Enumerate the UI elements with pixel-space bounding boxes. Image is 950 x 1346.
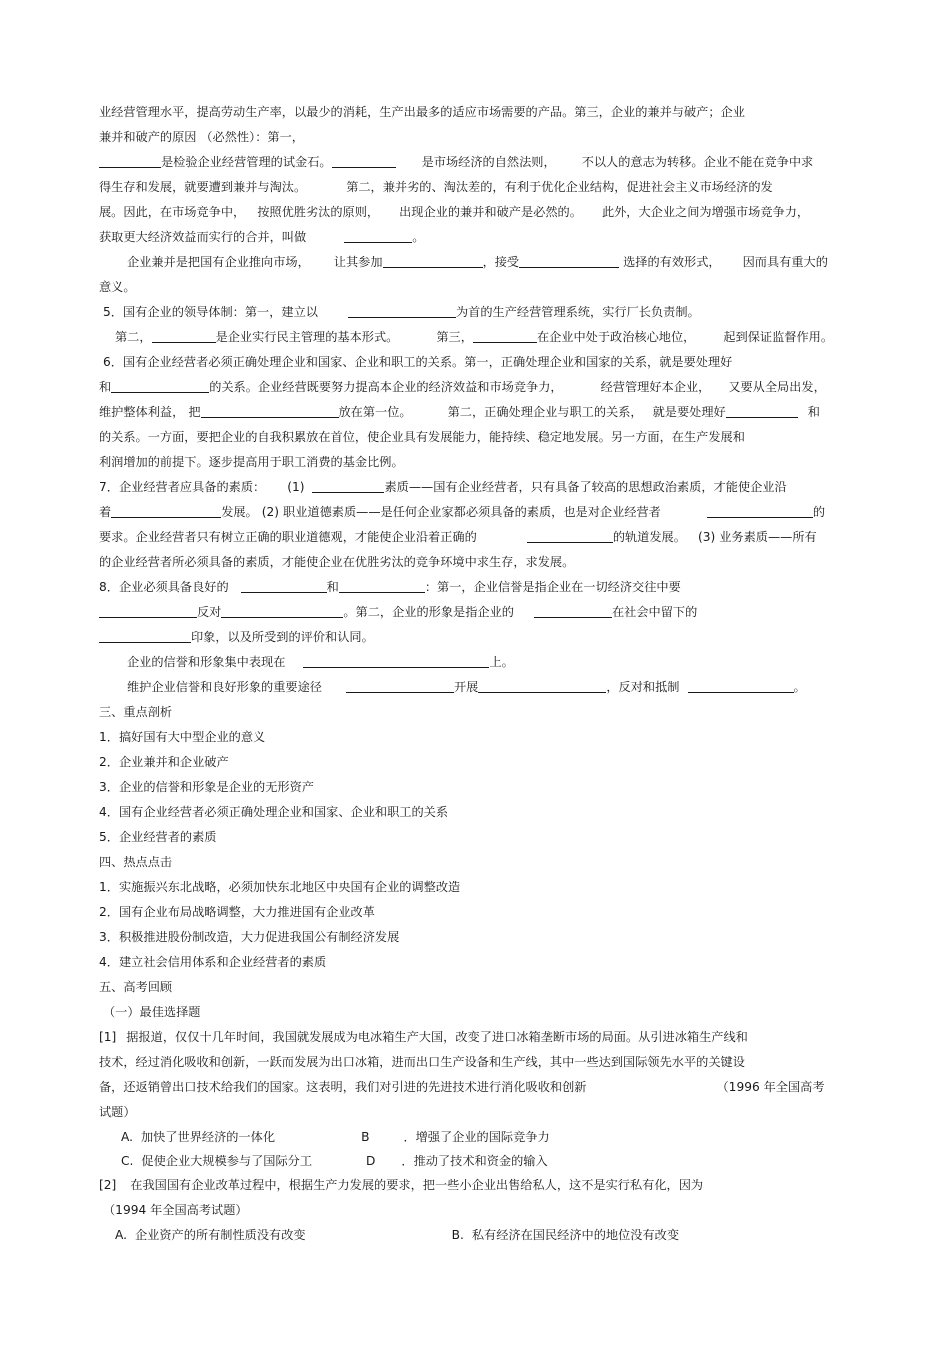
text-segment: 8．企业必须具备良好的 — [99, 580, 229, 594]
text-segment: 要求。企业经营者只有树立正确的职业道德观，才能使企业沿着正确的 — [99, 530, 477, 544]
text-segment: 是检验企业经营管理的试金石。 — [161, 155, 332, 169]
text-segment: 就是要处理好 — [652, 405, 726, 419]
text-segment: 5．国有企业的领导体制：第一，建立以 — [103, 305, 318, 319]
text-line — [99, 129, 304, 145]
text-line — [99, 979, 172, 995]
text-segment: 。 — [412, 230, 425, 244]
text-segment: 是企业实行民主管理的基本形式。 — [215, 330, 399, 344]
text-line — [121, 1153, 548, 1169]
text-line — [99, 704, 172, 720]
fill-in-blank[interactable] — [534, 605, 612, 618]
text-line — [103, 1004, 201, 1020]
text-segment: [1] — [99, 1030, 117, 1044]
fill-in-blank[interactable] — [473, 330, 537, 343]
text-segment: 企业不能在竞争中求 — [703, 155, 814, 169]
text-segment: 三、重点剖析 — [99, 705, 173, 719]
text-line — [103, 354, 732, 370]
fill-in-blank[interactable] — [99, 630, 191, 643]
text-line — [99, 204, 809, 220]
fill-in-blank[interactable] — [99, 155, 161, 168]
fill-in-blank[interactable] — [241, 580, 327, 593]
text-segment: 意义。 — [99, 280, 136, 294]
text-segment: (2) — [261, 505, 280, 519]
text-segment: 7．企业经营者应具备的素质： — [99, 480, 266, 494]
text-segment: D — [366, 1154, 376, 1168]
text-segment: 企业的信誉和形象集中表现在 — [127, 655, 286, 669]
text-segment: 素质——国有企业经营者，只有具备了较高的思想政治素质，才能使企业沿 — [384, 480, 787, 494]
text-segment: 1．实施振兴东北战略，必须加快东北地区中央国有企业的调整改造 — [99, 880, 461, 894]
text-segment: 备，还返销曾出口技术给我们的国家。这表明，我们对引进的先进技术进行消化吸收和创新 — [99, 1080, 587, 1094]
text-segment: 业务素质——所有 — [719, 530, 817, 544]
fill-in-blank[interactable] — [312, 480, 384, 493]
text-segment: 经营管理好本企业， — [600, 380, 711, 394]
fill-in-blank[interactable] — [152, 330, 216, 343]
text-segment: 得生存和发展，就要遭到兼并与淘汰。 — [99, 180, 307, 194]
text-segment: 反对 — [197, 605, 222, 619]
text-segment: [2] — [99, 1178, 117, 1192]
text-segment: 4．国有企业经营者必须正确处理企业和国家、企业和职工的关系 — [99, 805, 449, 819]
text-segment: (3) — [697, 530, 716, 544]
text-line — [103, 1202, 248, 1218]
text-segment: 业经营管理水平，提高劳动生产率，以最少的消耗，生产出最多的适应市场需要的产品。第三，企业的兼并与破产；企业 — [99, 105, 745, 119]
text-line — [99, 604, 697, 620]
fill-in-blank[interactable] — [99, 605, 197, 618]
fill-in-blank[interactable] — [527, 530, 613, 543]
fill-in-blank[interactable] — [726, 405, 798, 418]
text-segment: 2．国有企业布局战略调整，大力推进国有企业改革 — [99, 905, 375, 919]
text-segment: 的企业经营者所必须具备的素质，才能使企业在优胜劣汰的竞争环境中求生存，求发展。 — [99, 555, 575, 569]
text-segment: C. — [121, 1154, 134, 1168]
text-segment: A. — [115, 1228, 127, 1242]
text-line — [99, 729, 265, 745]
text-segment: 和 — [99, 380, 112, 394]
fill-in-blank[interactable] — [303, 655, 489, 668]
fill-in-blank[interactable] — [688, 680, 794, 693]
text-segment: 试题） — [99, 1105, 136, 1119]
text-segment: 第二， — [115, 330, 152, 344]
text-line — [99, 829, 216, 845]
text-segment: 。第二，企业的形象是指企业的 — [343, 605, 514, 619]
text-segment: (1) — [287, 480, 305, 494]
text-line — [121, 1129, 550, 1145]
text-line — [99, 404, 820, 420]
text-segment: 着 — [99, 505, 112, 519]
text-segment: 把 — [188, 405, 201, 419]
text-segment: 上。 — [489, 655, 514, 669]
text-line — [99, 779, 314, 795]
text-segment: 的轨道发展。 — [612, 530, 686, 544]
text-segment: 兼并和破产的原因 （必然性）：第一， — [99, 130, 304, 144]
text-line — [99, 504, 825, 520]
text-segment: ．增强了企业的国际竞争力 — [403, 1130, 550, 1144]
text-segment: 开展 — [454, 680, 479, 694]
text-segment: 。 — [793, 680, 806, 694]
text-line — [99, 379, 826, 395]
fill-in-blank[interactable] — [344, 230, 412, 243]
text-segment: 是市场经济的自然法则， — [421, 155, 556, 169]
text-segment: （1994 年全国高考试题） — [103, 1203, 248, 1217]
fill-in-blank[interactable] — [478, 680, 606, 693]
text-segment: B. — [451, 1228, 464, 1242]
text-segment: （一）最佳选择题 — [103, 1005, 201, 1019]
text-segment: 在我国国有企业改革过程中，根据生产力发展的要求，把一些小企业出售给私人，这不是实行私有化，因为 — [130, 1178, 704, 1192]
text-segment: 五、高考回顾 — [99, 980, 173, 994]
text-segment: 技术，经过消化吸收和创新，一跃而发展为出口冰箱，进而出口生产设备和生产线，其中一些达到国际领先水平的关键设 — [99, 1055, 745, 1069]
fill-in-blank[interactable] — [221, 605, 343, 618]
text-segment: 在社会中留下的 — [612, 605, 698, 619]
fill-in-blank[interactable] — [348, 305, 456, 318]
fill-in-blank[interactable] — [383, 255, 483, 268]
text-segment: 展。因此，在市场竞争中， — [99, 205, 246, 219]
text-segment: ．推动了技术和资金的输入 — [401, 1154, 548, 1168]
text-segment: 按照优胜劣汰的原则， — [257, 205, 380, 219]
text-segment: 和 — [326, 580, 339, 594]
text-line — [115, 329, 833, 345]
text-line — [99, 279, 136, 295]
text-segment: 的关系。企业经营既要努力提高本企业的经济效益和市场竞争力， — [209, 380, 563, 394]
text-segment: 放在第一位。 — [338, 405, 412, 419]
text-line — [99, 429, 745, 445]
text-segment: 发展。 — [221, 505, 258, 519]
text-segment: 此外，大企业之间为增强市场竞争力， — [601, 205, 810, 219]
text-segment: 2．企业兼并和企业破产 — [99, 755, 229, 769]
text-segment: 四、热点点击 — [99, 855, 173, 869]
text-segment: 和 — [807, 405, 820, 419]
text-line — [127, 254, 828, 270]
text-segment: 据报道，仅仅十几年时间，我国就发展成为电冰箱生产大国，改变了进口冰箱垄断市场的局面。从引进冰箱生产线和 — [126, 1030, 748, 1044]
text-line — [99, 104, 745, 120]
text-line — [99, 179, 773, 195]
text-segment: 促使企业大规模参与了国际分工 — [141, 1154, 313, 1168]
fill-in-blank[interactable] — [707, 505, 813, 518]
text-segment: 企业兼并是把国有企业推向市场， — [127, 255, 310, 269]
text-segment: 起到保证监督作用。 — [723, 330, 834, 344]
text-segment: 出现企业的兼并和破产是必然的。 — [399, 205, 582, 219]
text-segment: 加快了世界经济的一体化 — [141, 1130, 276, 1144]
text-segment: 在企业中处于政治核心地位， — [536, 330, 696, 344]
text-segment: B — [361, 1130, 370, 1144]
text-line — [99, 1104, 136, 1120]
text-segment: 印象，以及所受到的评价和认同。 — [191, 630, 374, 644]
text-line — [99, 1079, 825, 1095]
text-segment: 职业道德素质——是任何企业家都必须具备的素质，也是对企业经营者 — [283, 505, 661, 519]
text-line — [99, 854, 172, 870]
text-line — [99, 804, 448, 820]
text-line — [103, 304, 700, 320]
text-line — [99, 1029, 748, 1045]
fill-in-blank[interactable] — [346, 680, 454, 693]
text-segment: ，反对和抵制 — [606, 680, 680, 694]
text-line — [99, 629, 374, 645]
text-segment: 3．积极推进股份制改造，大力促进我国公有制经济发展 — [99, 930, 400, 944]
text-line — [99, 154, 813, 170]
text-line — [99, 1177, 703, 1193]
text-line — [99, 754, 229, 770]
text-segment: 获取更大经济效益而实行的合并，叫做 — [99, 230, 307, 244]
text-segment: 利润增加的前提下。逐步提高用于职工消费的基金比例。 — [99, 455, 404, 469]
fill-in-blank[interactable] — [332, 155, 396, 168]
text-line — [99, 454, 404, 470]
text-segment: ：第一，企业信誉是指企业在一切经济交往中要 — [424, 580, 681, 594]
text-segment: 又要从全局出发， — [728, 380, 826, 394]
text-segment: 的 — [812, 505, 826, 519]
text-segment: 第二，正确处理企业与职工的关系， — [447, 405, 643, 419]
text-line — [99, 954, 326, 970]
text-segment: 6．国有企业经营者必须正确处理企业和国家、企业和职工的关系。第一，正确处理企业和国家的关系，就是要处理好 — [103, 355, 733, 369]
text-segment: 让其参加 — [333, 255, 383, 269]
text-segment: 选择的有效形式， — [623, 255, 721, 269]
text-segment: 1．搞好国有大中型企业的意义 — [99, 730, 266, 744]
text-line — [99, 929, 399, 945]
text-line — [99, 904, 375, 920]
text-segment: 第三， — [436, 330, 473, 344]
text-segment: （1996 年全国高考 — [716, 1080, 825, 1094]
fill-in-blank[interactable] — [519, 255, 619, 268]
text-segment: 企业资产的所有制性质没有改变 — [135, 1228, 306, 1242]
fill-in-blank[interactable] — [201, 405, 339, 418]
text-segment: 维护企业信誉和良好形象的重要途径 — [127, 680, 322, 694]
fill-in-blank[interactable] — [111, 380, 209, 393]
text-segment: ，接受 — [482, 255, 520, 269]
text-line — [115, 1227, 679, 1243]
text-segment: 为首的生产经营管理系统，实行厂长负责制。 — [455, 305, 700, 319]
text-segment: 3．企业的信誉和形象是企业的无形资产 — [99, 780, 314, 794]
text-segment: 4．建立社会信用体系和企业经营者的素质 — [99, 955, 327, 969]
text-segment: 私有经济在国民经济中的地位没有改变 — [471, 1228, 680, 1242]
text-segment: 因而具有重大的 — [742, 255, 828, 269]
text-line — [99, 529, 817, 545]
text-line — [127, 679, 806, 695]
text-line — [99, 554, 574, 570]
text-segment: 维护整体利益， — [99, 405, 185, 419]
fill-in-blank[interactable] — [111, 505, 221, 518]
text-line — [99, 579, 681, 595]
text-line — [99, 879, 460, 895]
text-segment: A. — [121, 1130, 133, 1144]
text-segment: 第二，兼并劣的、淘汰差的，有利于优化企业结构，促进社会主义市场经济的发 — [346, 180, 773, 194]
text-segment: 5．企业经营者的素质 — [99, 830, 217, 844]
fill-in-blank[interactable] — [339, 580, 425, 593]
text-line — [99, 1054, 745, 1070]
text-segment: 不以人的意志为转移。 — [581, 155, 704, 169]
text-line — [127, 654, 514, 670]
text-segment: 的关系。一方面，要把企业的自我积累放在首位，使企业具有发展能力，能持续、稳定地发展。另一方面，在生产发展和 — [99, 430, 745, 444]
text-line — [99, 229, 424, 245]
text-line — [99, 479, 787, 495]
